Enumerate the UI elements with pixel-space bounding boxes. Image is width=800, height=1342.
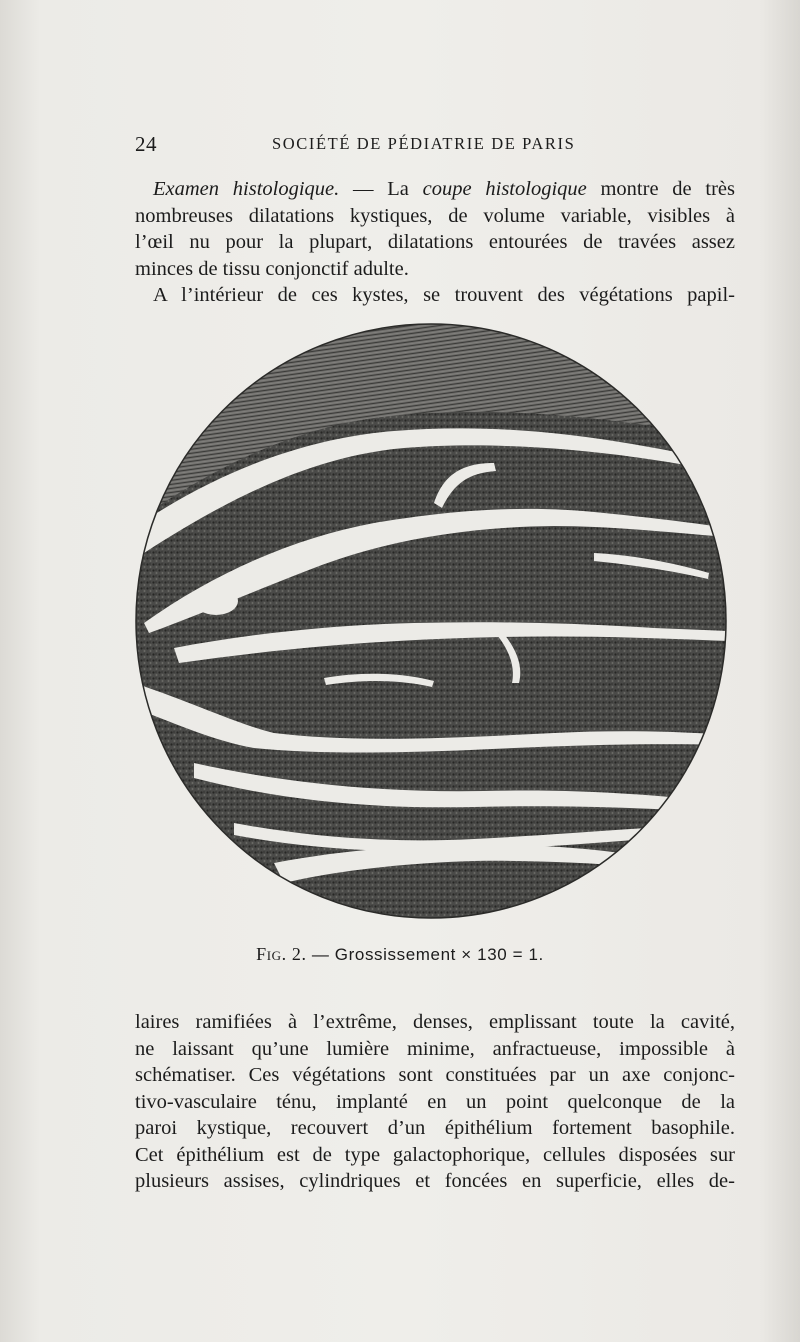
emphasis: coupe histologique — [422, 178, 587, 200]
text-line: l’œil nu pour la plupart, dilatations entourées de travées assez — [135, 231, 735, 253]
text-fragment: — La — [353, 178, 423, 200]
page-number: 24 — [135, 132, 157, 156]
text-line: A l’intérieur de ces kystes, se trouvent des végétations papil- — [153, 284, 735, 306]
text-line: nombreuses dilatations kystiques, de volume variable, visibles à — [135, 204, 735, 227]
text-line: laires ramifiées à l’extrême, denses, emplissant toute la cavité, — [135, 1011, 735, 1033]
text-fragment: montre de très — [586, 178, 736, 200]
micrograph-figure — [134, 323, 728, 919]
text-line — [135, 176, 735, 203]
text-line: plusieurs assises, cylindriques et foncées en superficie, elles de- — [135, 1170, 735, 1192]
text-line: tivo-vasculaire ténu, implanté en un point quelconque de la — [135, 1090, 735, 1113]
figure-caption — [0, 944, 800, 965]
text-line: Cet épithélium est de type galactophorique, cellules disposées sur — [135, 1143, 735, 1166]
paragraph-histology — [135, 176, 735, 309]
text-line: minces de tissu conjonctif adulte. — [135, 257, 409, 280]
text-line: schématiser. Ces végétations sont constituées par un axe conjonc- — [135, 1064, 735, 1086]
paragraph-description — [135, 1009, 735, 1195]
figure-label: Fig. 2. — [256, 944, 307, 964]
running-head — [135, 132, 735, 156]
journal-title: SOCIÉTÉ DE PÉDIATRIE DE PARIS — [272, 134, 576, 153]
micrograph-field — [134, 323, 728, 919]
caption-text: — Grossissement × 130 = 1. — [306, 945, 544, 964]
section-heading: Examen histologique. — [153, 178, 340, 200]
text-line: ne laissant qu’une lumière minime, anfractueuse, impossible à — [135, 1037, 735, 1060]
text-line: paroi kystique, recouvert d’un épithélium fortement basophile. — [135, 1117, 735, 1139]
